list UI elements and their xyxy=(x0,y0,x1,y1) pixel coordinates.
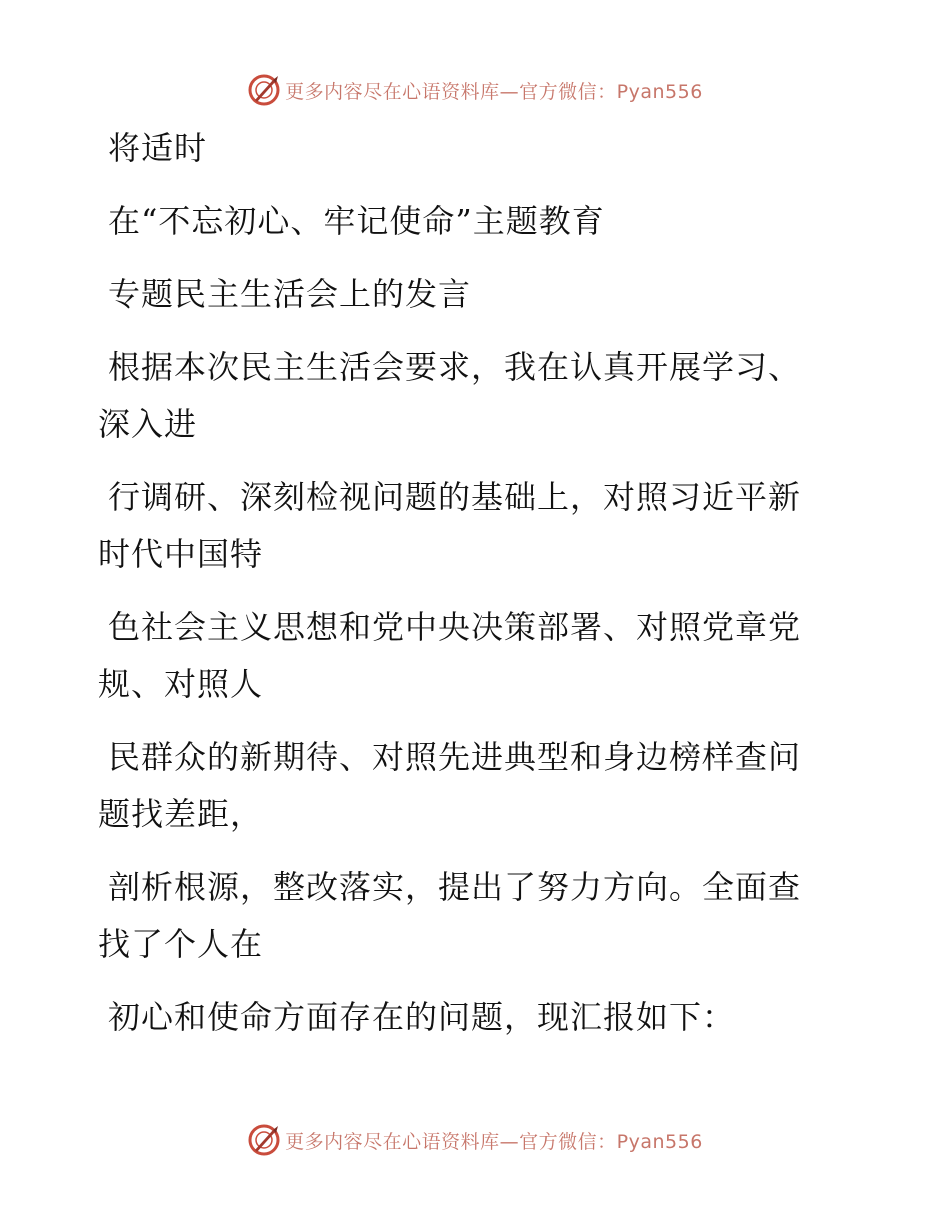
paragraph-8 xyxy=(98,859,838,973)
paragraph-4 xyxy=(98,339,838,453)
paragraph-7-line-1: 民群众的新期待、对照先进典型和身边榜样查问 xyxy=(108,738,802,776)
quill-pen-logo-icon xyxy=(247,73,281,107)
paragraph-7-line-2: 题找差距， xyxy=(98,795,264,833)
header-watermark xyxy=(0,70,950,110)
quill-pen-logo-icon xyxy=(247,1123,281,1157)
paragraph-2 xyxy=(98,193,838,250)
paragraph-6-line-2: 规、对照人 xyxy=(98,665,264,703)
document-body xyxy=(98,120,838,1062)
paragraph-7 xyxy=(98,729,838,843)
footer-watermark xyxy=(0,1120,950,1160)
paragraph-5-line-2: 时代中国特 xyxy=(98,535,264,573)
paragraph-5-line-1: 行调研、深刻检视问题的基础上，对照习近平新 xyxy=(108,478,802,516)
paragraph-9 xyxy=(98,989,838,1046)
paragraph-2-line-1: 在“不忘初心、牢记使命”主题教育 xyxy=(108,202,605,240)
footer-watermark-text: 更多内容尽在心语资料库—官方微信：Pyan556 xyxy=(285,1130,703,1153)
paragraph-1-line-1: 将适时 xyxy=(108,129,208,167)
header-watermark-text: 更多内容尽在心语资料库—官方微信：Pyan556 xyxy=(285,80,703,103)
paragraph-9-line-1: 初心和使命方面存在的问题，现汇报如下： xyxy=(108,998,736,1036)
paragraph-3-line-1: 专题民主生活会上的发言 xyxy=(108,275,472,313)
paragraph-6 xyxy=(98,599,838,713)
paragraph-8-line-2: 找了个人在 xyxy=(98,925,264,963)
paragraph-1 xyxy=(98,120,838,177)
paragraph-4-line-1: 根据本次民主生活会要求，我在认真开展学习、 xyxy=(108,348,802,386)
paragraph-3 xyxy=(98,266,838,323)
paragraph-4-line-2: 深入进 xyxy=(98,405,198,443)
paragraph-5 xyxy=(98,469,838,583)
paragraph-6-line-1: 色社会主义思想和党中央决策部署、对照党章党 xyxy=(108,608,802,646)
paragraph-8-line-1: 剖析根源，整改落实，提出了努力方向。全面查 xyxy=(108,868,802,906)
